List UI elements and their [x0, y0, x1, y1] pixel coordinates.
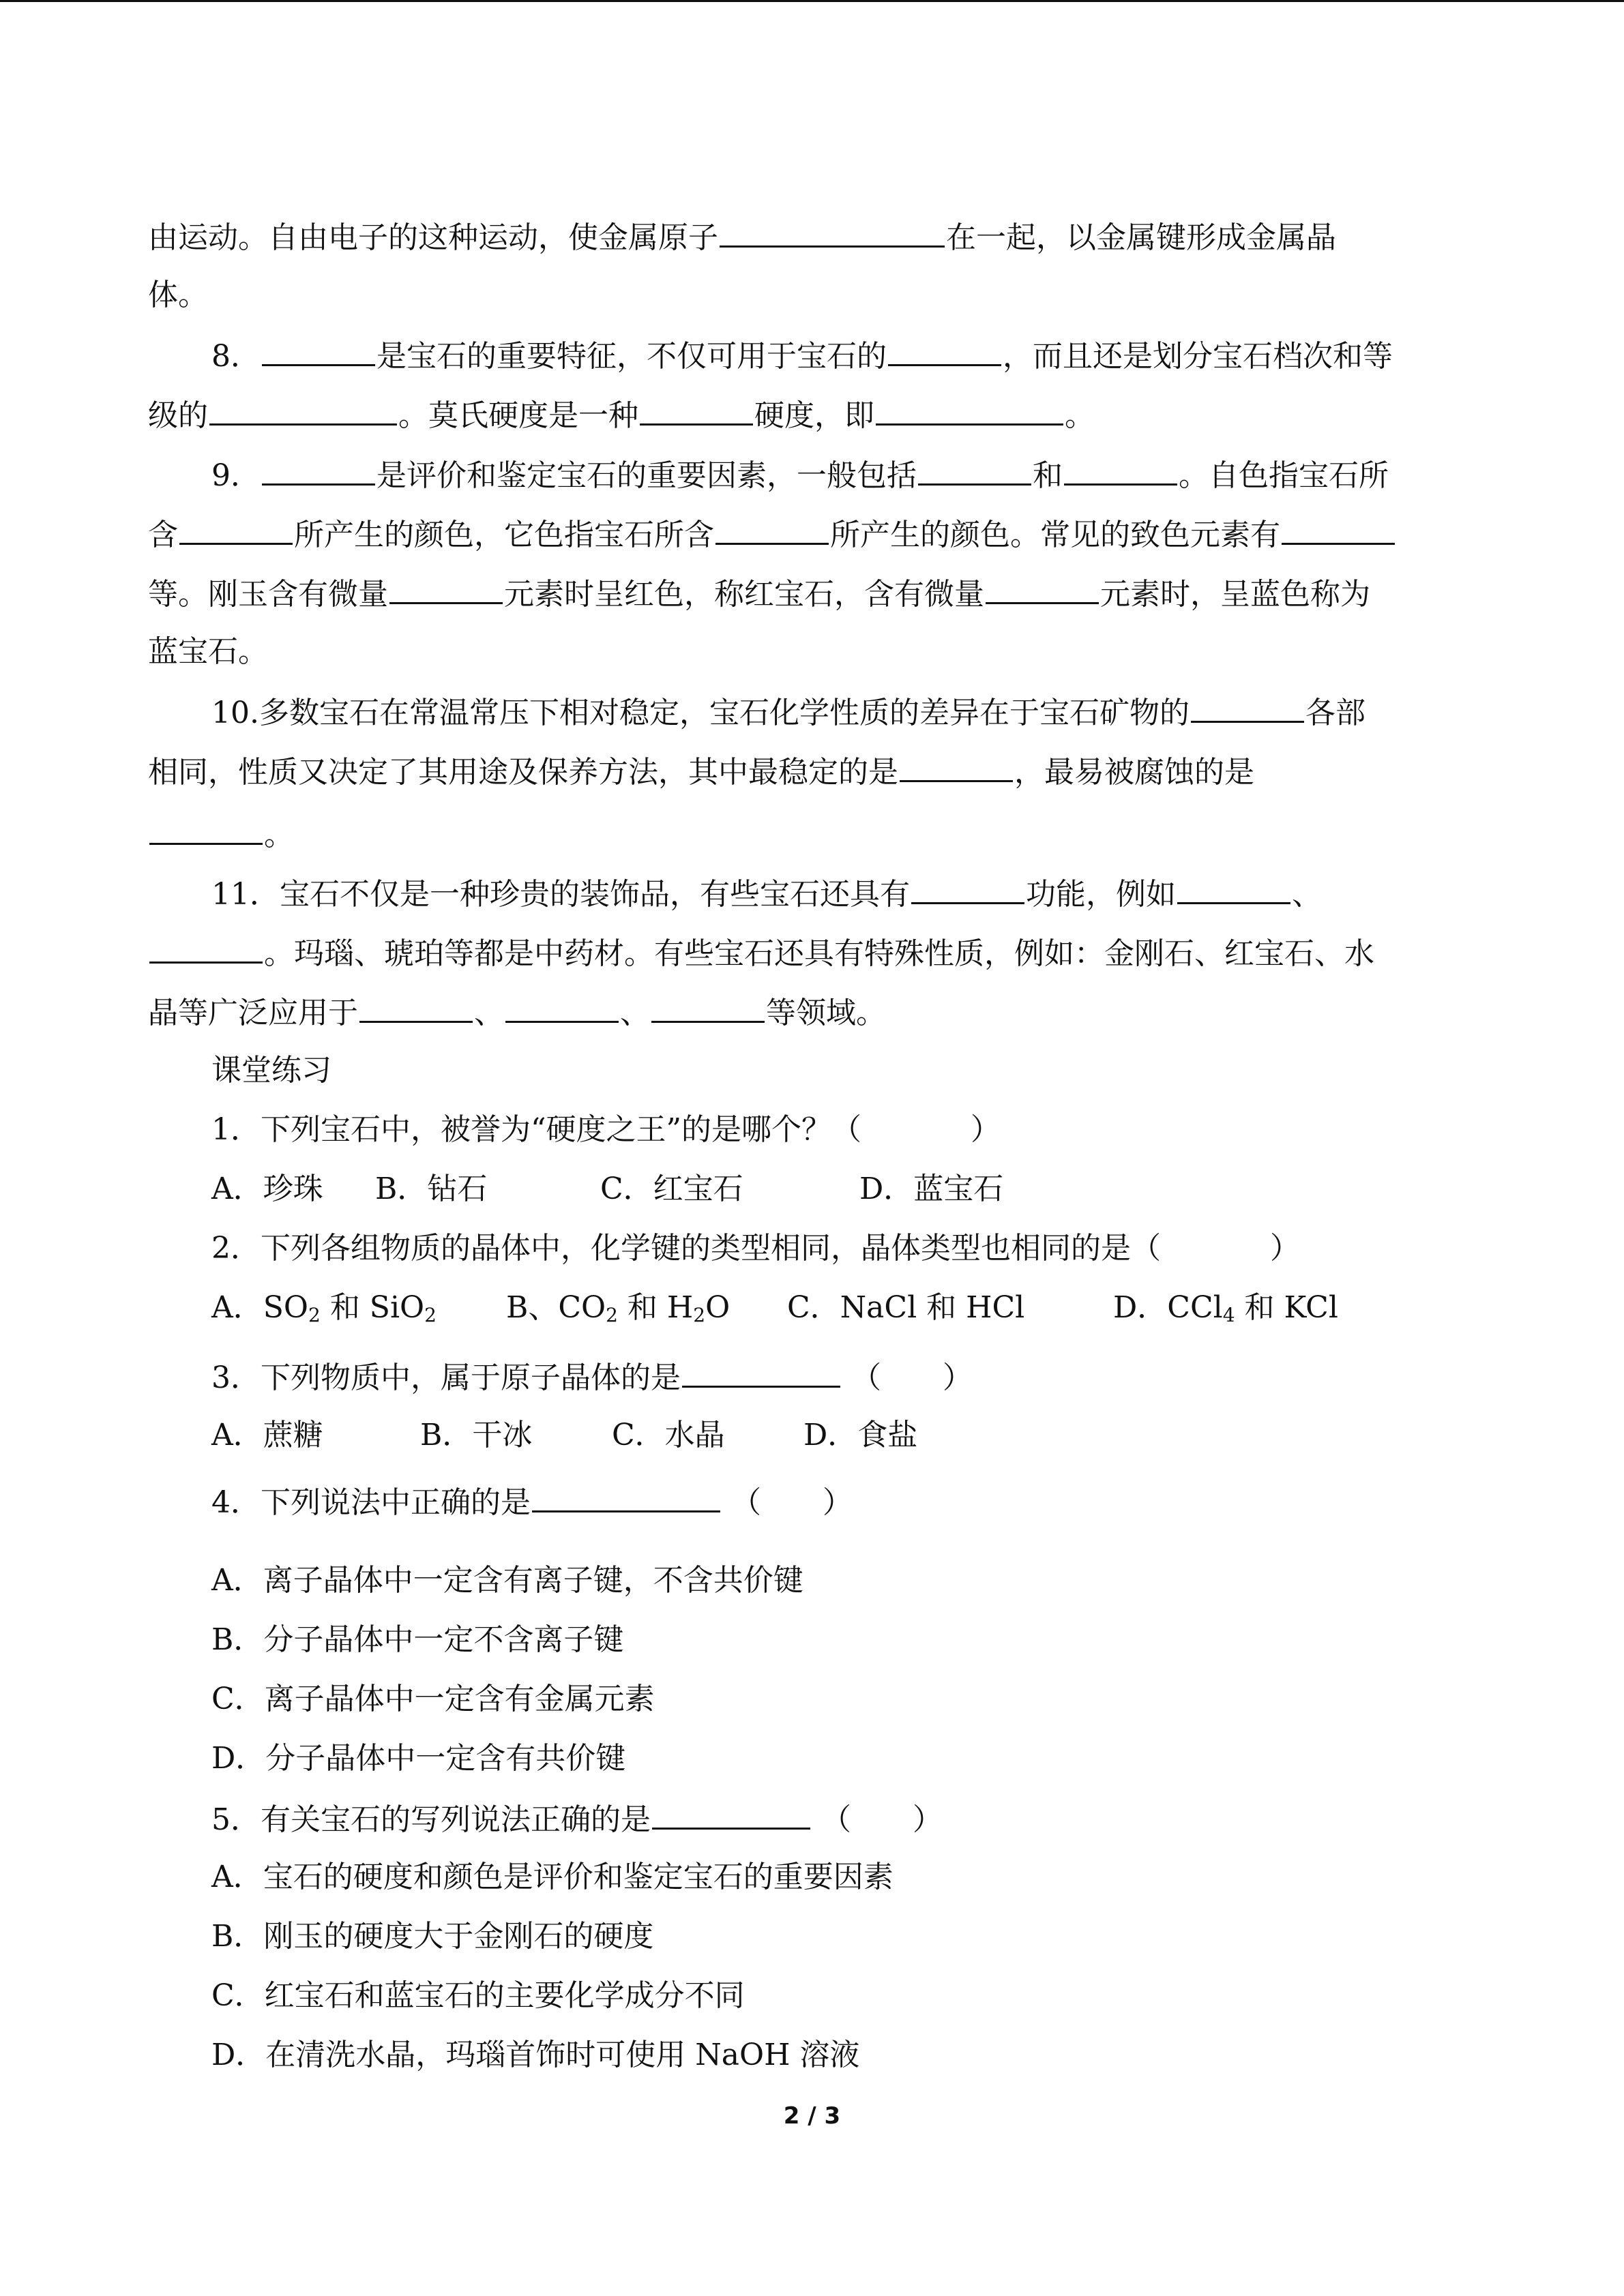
option-a[interactable]: A．蔗糖 [211, 1418, 323, 1452]
question-9-line-3: 等。刚玉含有微量 元素时呈红色，称红宝石，含有微量 元素时，呈蓝色称为 [148, 572, 1370, 613]
question-11-line-2: 。玛瑙、琥珀等都是中药材。有些宝石还具有特殊性质，例如：金刚石、红宝石、水 [148, 931, 1374, 972]
question-9-line-4: 蓝宝石。 [148, 634, 268, 669]
question-9-line-1: 9． 是评价和鉴定宝石的重要因素，一般包括 和 。自色指宝石所 [211, 453, 1389, 494]
answer-blank[interactable] [900, 750, 1013, 782]
question-4-stem: 4．下列说法中正确的是 （ ） [211, 1480, 853, 1521]
answer-blank[interactable] [876, 393, 1063, 426]
answer-blank[interactable] [359, 991, 473, 1023]
answer-blank[interactable] [1191, 691, 1304, 723]
question-2-stem: 2．下列各组物质的晶体中，化学键的类型相同，晶体类型也相同的是（ ） [211, 1231, 1300, 1266]
option-b[interactable]: B．干冰 [420, 1418, 533, 1452]
answer-blank[interactable] [1177, 872, 1290, 904]
question-1-stem: 1．下列宝石中，被誉为“硬度之王”的是哪个？（ ） [211, 1112, 1001, 1147]
question-5-option-d[interactable]: D．在清洗水晶，玛瑙首饰时可使用 NaOH 溶液 [211, 2038, 860, 2072]
answer-blank[interactable] [262, 453, 375, 486]
answer-blank[interactable] [179, 513, 293, 545]
question-4-option-d[interactable]: D．分子晶体中一定含有共价键 [211, 1741, 626, 1776]
question-11-line-3: 晶等广泛应用于 、 、 等领域。 [148, 991, 886, 1032]
option-a[interactable]: A．$SO_2$ 和 SiO$_2$ [211, 1290, 437, 1326]
question-4-option-b[interactable]: B．分子晶体中一定不含离子键 [211, 1622, 624, 1657]
question-9-line-2: 含 所产生的颜色，它色指宝石所含 所产生的颜色。常见的致色元素有 [148, 513, 1396, 554]
question-2-options [211, 1287, 1338, 1328]
question-3-stem: 3．下列物质中，属于原子晶体的是 （ ） [211, 1356, 973, 1397]
answer-blank[interactable] [149, 813, 263, 845]
option-d[interactable]: D．蓝宝石 [859, 1172, 1004, 1206]
option-c[interactable]: C．水晶 [612, 1418, 725, 1452]
question-11-line-1: 11．宝石不仅是一种珍贵的装饰品，有些宝石还具有 功能，例如 、 [211, 872, 1322, 913]
question-5-option-a[interactable]: A．宝石的硬度和颜色是评价和鉴定宝石的重要因素 [211, 1860, 894, 1894]
question-4-option-a[interactable]: A．离子晶体中一定含有离子键，不含共价键 [211, 1563, 803, 1598]
question-5-stem: 5．有关宝石的写列说法正确的是 （ ） [211, 1798, 943, 1838]
answer-blank[interactable] [986, 572, 1099, 604]
answer-blank[interactable] [918, 453, 1031, 486]
answer-blank[interactable] [262, 334, 375, 366]
answer-blank[interactable] [911, 872, 1024, 904]
answer-blank[interactable] [715, 513, 829, 545]
question-3-options [211, 1415, 917, 1456]
option-b[interactable]: B、$CO_2$ 和 $H_2O$ [506, 1290, 730, 1326]
option-b[interactable]: B．钻石 [375, 1172, 488, 1206]
question-4-option-c[interactable]: C．离子晶体中一定含有金属元素 [211, 1682, 655, 1716]
option-c[interactable]: C．NaCl 和 HCl [787, 1290, 1025, 1325]
answer-blank[interactable] [682, 1356, 840, 1388]
question-10-line-2: 相同，性质又决定了其用途及保养方法，其中最稳定的是 ，最易被腐蚀的是 [148, 750, 1254, 791]
answer-blank[interactable] [389, 572, 503, 604]
option-c[interactable]: C．红宝石 [600, 1172, 743, 1206]
question-8-line-1: 8． 是宝石的重要特征，不仅可用于宝石的 ，而且还是划分宝石档次和等 [211, 334, 1393, 375]
answer-blank[interactable] [651, 991, 765, 1023]
question-8-line-2: 级的 。莫氏硬度是一种 硬度，即 。 [148, 393, 1095, 434]
question-10-line-1: 10.多数宝石在常温常压下相对稳定，宝石化学性质的差异在于宝石矿物的 各部 [211, 691, 1365, 732]
answer-blank[interactable] [720, 215, 945, 248]
page-number: 2 / 3 [783, 2102, 841, 2130]
question-5-option-b[interactable]: B．刚玉的硬度大于金刚石的硬度 [211, 1919, 654, 1954]
answer-blank[interactable] [1064, 453, 1177, 486]
option-d[interactable]: D．食盐 [803, 1418, 918, 1452]
fill-line-7-end: 体。 [148, 278, 208, 312]
answer-blank[interactable] [505, 991, 619, 1023]
question-10-line-3: 。 [148, 813, 294, 854]
answer-blank[interactable] [532, 1480, 720, 1512]
answer-blank[interactable] [209, 393, 397, 426]
answer-blank[interactable] [888, 334, 1001, 366]
fill-line-7-cont: 由运动。自由电子的这种运动，使金属原子 在一起，以金属键形成金属晶 [148, 215, 1336, 256]
question-5-option-c[interactable]: C．红宝石和蓝宝石的主要化学成分不同 [211, 1978, 745, 2013]
answer-blank[interactable] [652, 1798, 810, 1830]
option-a[interactable]: A．珍珠 [211, 1172, 323, 1206]
section-heading: 课堂练习 [211, 1053, 331, 1088]
answer-blank[interactable] [149, 931, 263, 964]
answer-blank[interactable] [640, 393, 753, 426]
question-1-options [211, 1169, 1003, 1210]
option-d[interactable]: D．CCl$_4$ 和 KCl [1113, 1290, 1338, 1326]
answer-blank[interactable] [1282, 513, 1395, 545]
top-border [0, 0, 1624, 2]
